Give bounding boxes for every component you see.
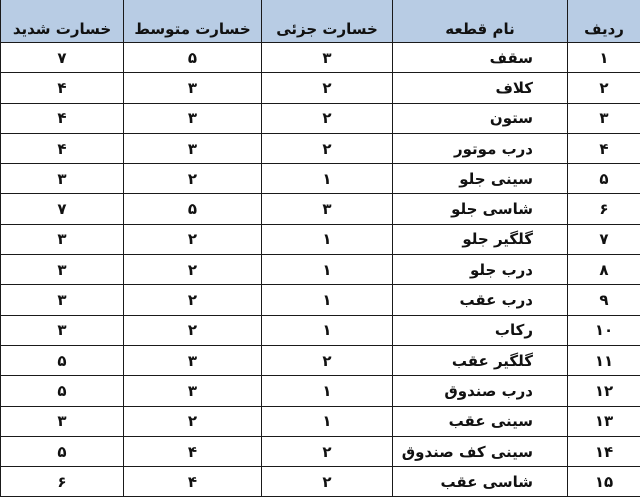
cell-minor-damage: ۲: [262, 73, 393, 103]
cell-severe-damage: ۷: [1, 43, 124, 73]
cell-part-name: گلگیر جلو: [393, 224, 568, 254]
cell-minor-damage: ۲: [262, 133, 393, 163]
cell-severe-damage: ۳: [1, 255, 124, 285]
cell-part-name: سینی عقب: [393, 406, 568, 436]
cell-part-name: گلگیر عقب: [393, 345, 568, 375]
table-row: [1, 285, 640, 315]
cell-severe-damage: ۵: [1, 376, 124, 406]
cell-part-name: سینی جلو: [393, 164, 568, 194]
cell-part-name: درب جلو: [393, 255, 568, 285]
cell-minor-damage: ۲: [262, 103, 393, 133]
cell-minor-damage: ۳: [262, 194, 393, 224]
cell-row-number: ۱۴: [568, 436, 640, 466]
cell-row-number: ۳: [568, 103, 640, 133]
table-row: [1, 436, 640, 466]
cell-part-name: کلاف: [393, 73, 568, 103]
cell-minor-damage: ۱: [262, 315, 393, 345]
cell-part-name: درب صندوق: [393, 376, 568, 406]
cell-medium-damage: ۳: [124, 133, 262, 163]
cell-minor-damage: ۱: [262, 406, 393, 436]
table-row: [1, 224, 640, 254]
cell-medium-damage: ۲: [124, 164, 262, 194]
cell-severe-damage: ۶: [1, 467, 124, 497]
cell-severe-damage: ۵: [1, 436, 124, 466]
table-row: [1, 406, 640, 436]
cell-row-number: ۱۲: [568, 376, 640, 406]
cell-part-name: سینی کف صندوق: [393, 436, 568, 466]
cell-severe-damage: ۴: [1, 73, 124, 103]
table-row: [1, 345, 640, 375]
cell-medium-damage: ۲: [124, 285, 262, 315]
cell-part-name: ستون: [393, 103, 568, 133]
table-row: [1, 164, 640, 194]
cell-medium-damage: ۳: [124, 376, 262, 406]
cell-severe-damage: ۳: [1, 285, 124, 315]
cell-part-name: رکاب: [393, 315, 568, 345]
cell-row-number: ۸: [568, 255, 640, 285]
cell-severe-damage: ۴: [1, 103, 124, 133]
cell-row-number: ۱۱: [568, 345, 640, 375]
header-severe-damage: خسارت شدید: [1, 0, 124, 43]
cell-minor-damage: ۲: [262, 436, 393, 466]
cell-minor-damage: ۱: [262, 224, 393, 254]
cell-row-number: ۱۵: [568, 467, 640, 497]
table-body: [1, 43, 640, 497]
cell-part-name: درب موتور: [393, 133, 568, 163]
header-row-number: ردیف: [568, 0, 640, 43]
cell-minor-damage: ۱: [262, 164, 393, 194]
cell-medium-damage: ۳: [124, 73, 262, 103]
cell-row-number: ۶: [568, 194, 640, 224]
cell-minor-damage: ۲: [262, 467, 393, 497]
cell-part-name: سقف: [393, 43, 568, 73]
cell-medium-damage: ۲: [124, 255, 262, 285]
cell-medium-damage: ۲: [124, 224, 262, 254]
cell-severe-damage: ۵: [1, 345, 124, 375]
cell-medium-damage: ۵: [124, 194, 262, 224]
cell-part-name: درب عقب: [393, 285, 568, 315]
cell-part-name: شاسی عقب: [393, 467, 568, 497]
cell-minor-damage: ۱: [262, 285, 393, 315]
cell-severe-damage: ۳: [1, 406, 124, 436]
table-row: [1, 133, 640, 163]
cell-row-number: ۱۳: [568, 406, 640, 436]
table-header-row: [1, 0, 640, 43]
cell-severe-damage: ۳: [1, 315, 124, 345]
table-row: [1, 315, 640, 345]
cell-severe-damage: ۷: [1, 194, 124, 224]
cell-minor-damage: ۲: [262, 345, 393, 375]
cell-row-number: ۵: [568, 164, 640, 194]
cell-medium-damage: ۳: [124, 345, 262, 375]
cell-medium-damage: ۳: [124, 103, 262, 133]
table-row: [1, 376, 640, 406]
cell-medium-damage: ۵: [124, 43, 262, 73]
cell-severe-damage: ۳: [1, 224, 124, 254]
cell-medium-damage: ۲: [124, 406, 262, 436]
cell-row-number: ۱: [568, 43, 640, 73]
cell-medium-damage: ۴: [124, 436, 262, 466]
header-minor-damage: خسارت جزئی: [262, 0, 393, 43]
cell-row-number: ۹: [568, 285, 640, 315]
cell-minor-damage: ۳: [262, 43, 393, 73]
cell-minor-damage: ۱: [262, 255, 393, 285]
header-part-name: نام قطعه: [393, 0, 568, 43]
cell-row-number: ۱۰: [568, 315, 640, 345]
table-row: [1, 103, 640, 133]
cell-row-number: ۷: [568, 224, 640, 254]
cell-severe-damage: ۳: [1, 164, 124, 194]
table-row: [1, 467, 640, 497]
cell-severe-damage: ۴: [1, 133, 124, 163]
cell-minor-damage: ۱: [262, 376, 393, 406]
header-medium-damage: خسارت متوسط: [124, 0, 262, 43]
cell-part-name: شاسی جلو: [393, 194, 568, 224]
table-row: [1, 73, 640, 103]
table-row: [1, 255, 640, 285]
cell-medium-damage: ۲: [124, 315, 262, 345]
cell-row-number: ۲: [568, 73, 640, 103]
table-row: [1, 194, 640, 224]
cell-medium-damage: ۴: [124, 467, 262, 497]
cell-row-number: ۴: [568, 133, 640, 163]
table-row: [1, 43, 640, 73]
